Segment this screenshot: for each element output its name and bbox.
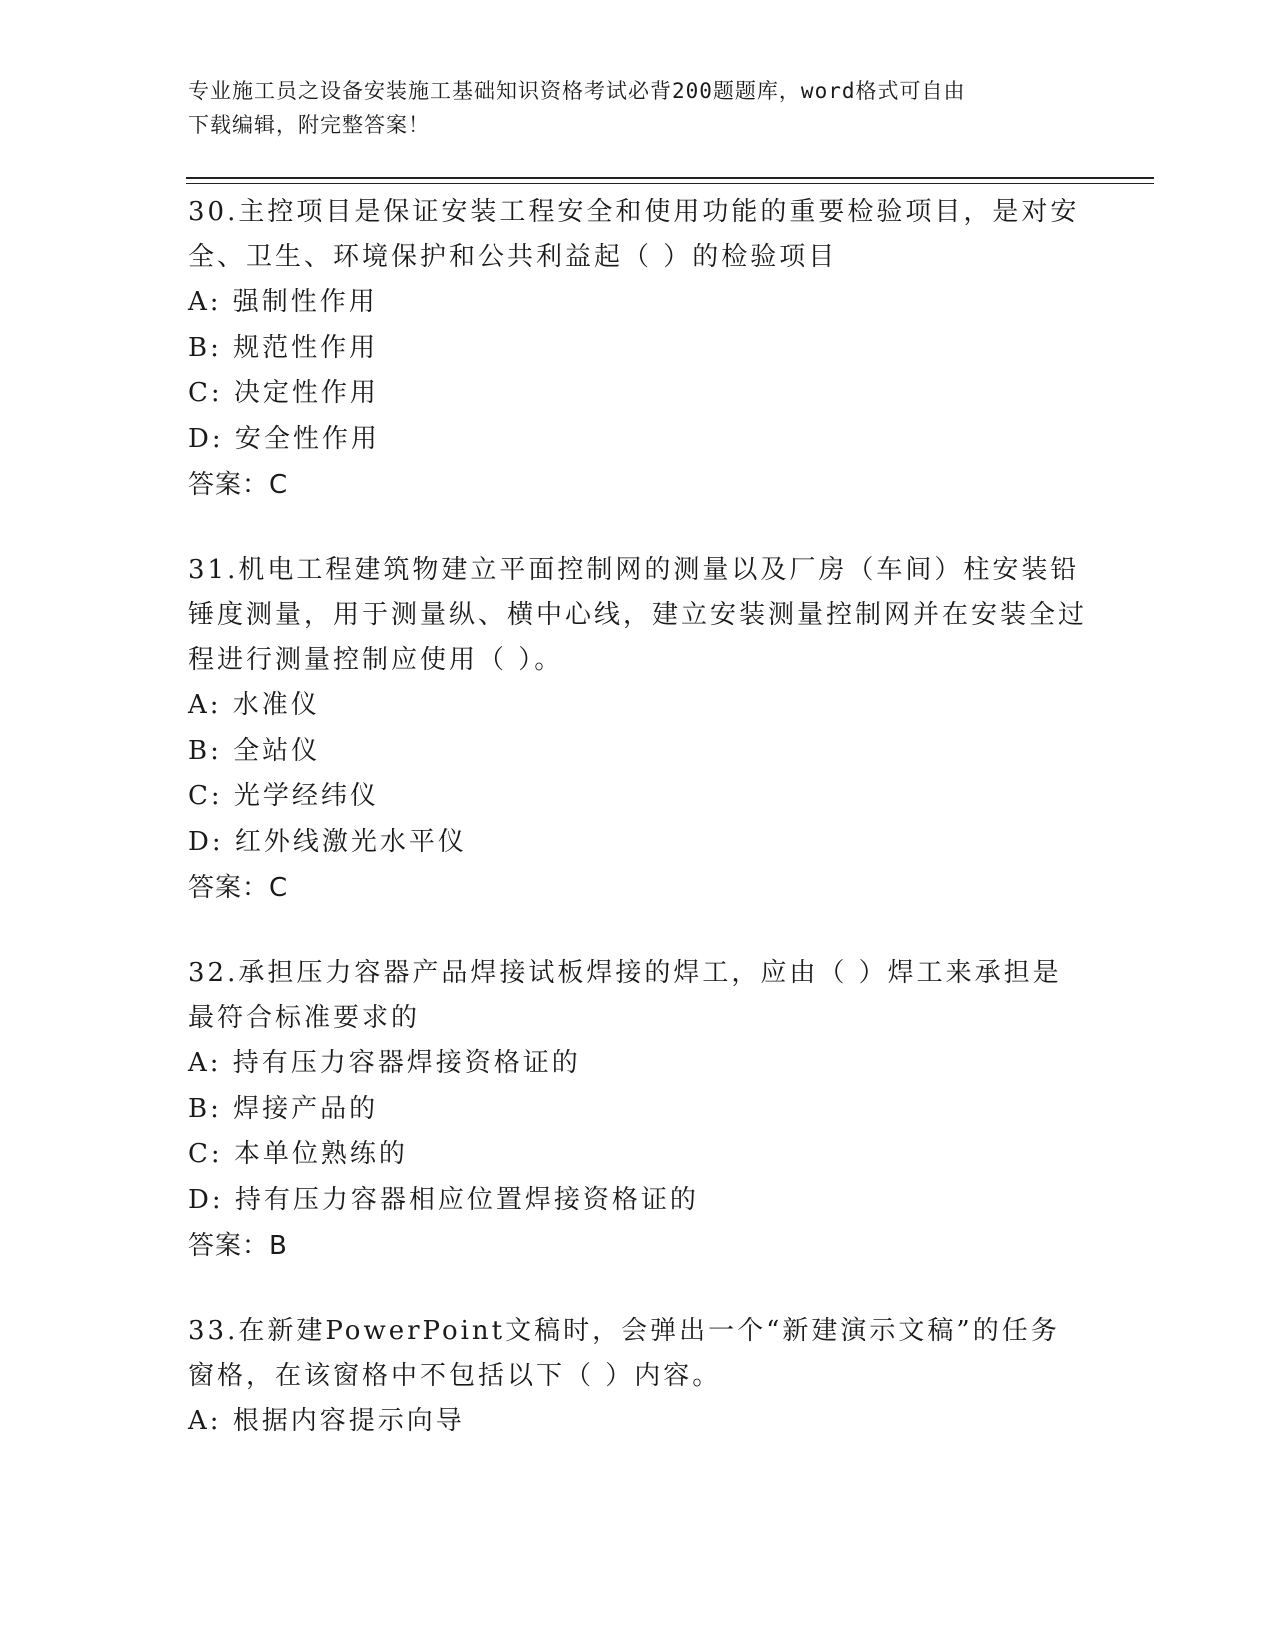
option-b: B: 规范性作用 [188,332,379,363]
option-a: A: 强制性作用 [188,287,378,317]
question-text: 32.承担压力容器产品焊接试板焊接的焊工，应由（ ）焊工来承担是最符合标准要求的 [188,958,1062,1033]
header-divider-thick [186,177,1154,179]
option-a: A: 根据内容提示向导 [188,1406,465,1436]
question-32 [188,951,1088,1269]
question-list [188,190,1088,1485]
option-a: A: 持有压力容器焊接资格证的 [188,1048,581,1078]
option-d: D: 持有压力容器相应位置焊接资格证的 [188,1184,699,1215]
option-d: D: 红外线激光水平仪 [188,826,467,857]
option-b: B: 焊接产品的 [188,1093,379,1124]
question-30 [188,190,1088,508]
option-d: D: 安全性作用 [188,423,380,454]
option-c: C: 决定性作用 [188,378,379,408]
intro-line-2: 下载编辑，附完整答案！ [188,113,430,137]
question-31 [188,548,1088,911]
header-divider-thin [186,183,1154,184]
document-intro [188,74,1088,142]
option-c: C: 本单位熟练的 [188,1139,408,1169]
question-33 [188,1309,1088,1445]
answer-line: 答案：C [188,470,289,500]
question-text: 31.机电工程建筑物建立平面控制网的测量以及厂房（车间）柱安装铅锤度测量，用于测量纵、横中心线，建立安装测量控制网并在安装全过程进行测量控制应使用（ ）。 [188,555,1088,675]
answer-line: 答案：B [188,1231,288,1261]
intro-line-1: 专业施工员之设备安装施工基础知识资格考试必背200题题库，word格式可自由 [188,79,966,103]
answer-line: 答案：C [188,873,289,903]
question-text: 33.在新建PowerPoint文稿时，会弹出一个“新建演示文稿”的任务窗格，在该窗格中不包括以下（ ）内容。 [188,1316,1060,1391]
option-a: A: 水准仪 [188,690,320,720]
option-b: B: 全站仪 [188,735,321,766]
question-text: 30.主控项目是保证安装工程安全和使用功能的重要检验项目，是对安全、卫生、环境保护和公共利益起（ ）的检验项目 [188,197,1080,272]
option-c: C: 光学经纬仪 [188,781,379,811]
